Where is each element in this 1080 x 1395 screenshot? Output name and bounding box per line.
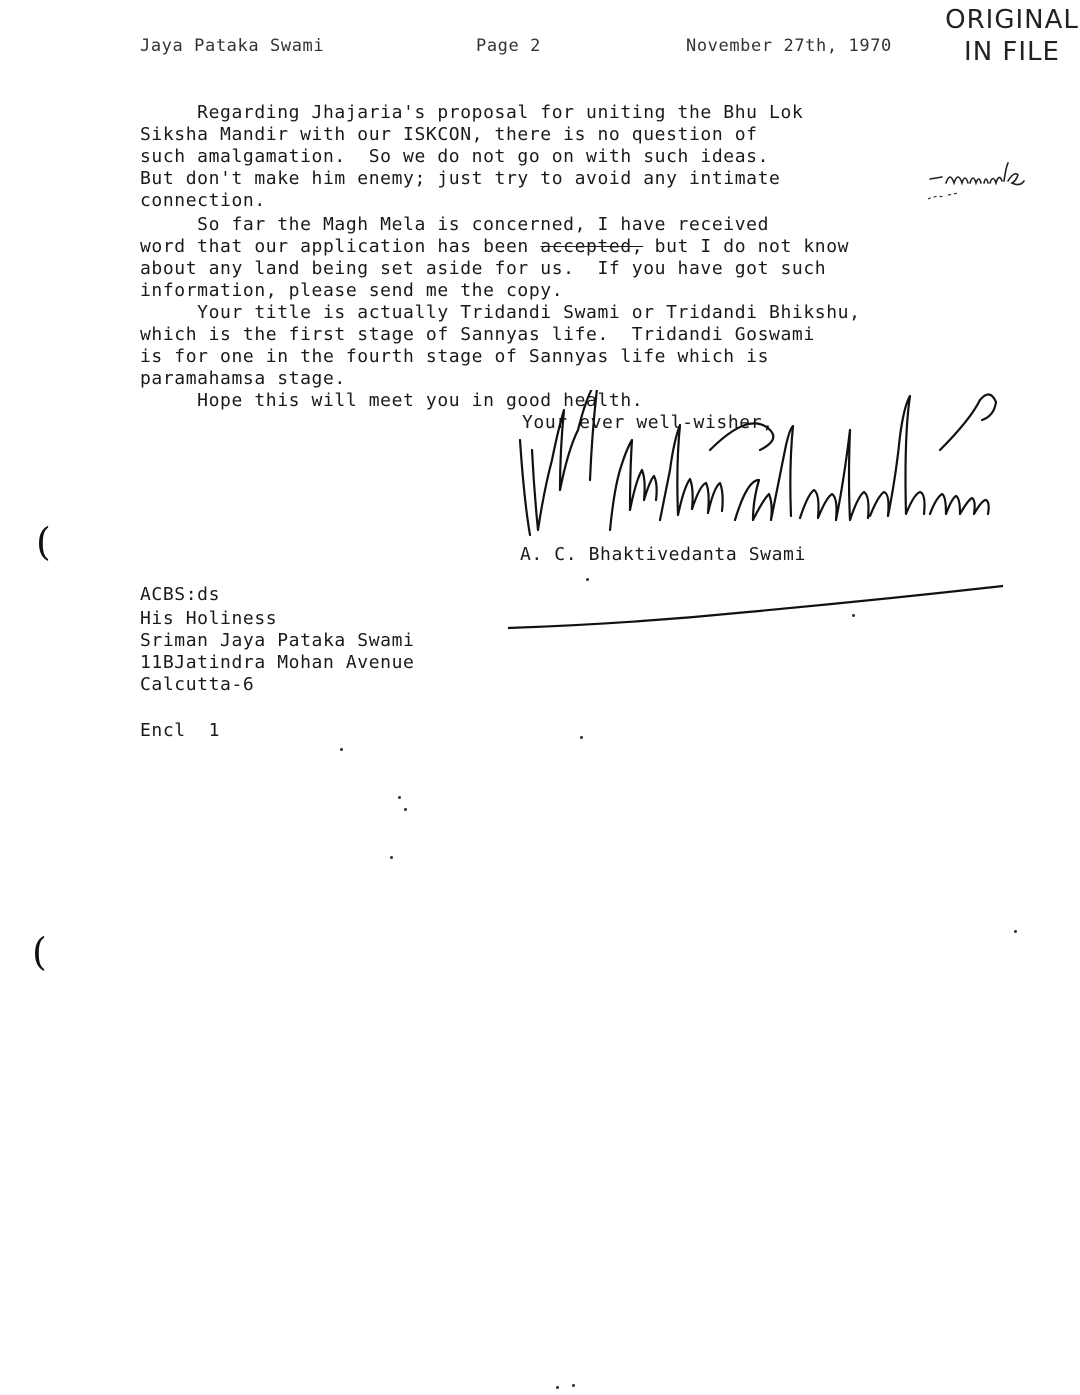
scan-speck <box>390 856 393 859</box>
body-line: is for one in the fourth stage of Sannyas life which is <box>140 346 770 367</box>
handwritten-rule <box>508 580 1003 640</box>
body-line: Hope this will meet you in good health. <box>140 390 644 411</box>
body-line-with-strike <box>140 236 849 257</box>
punch-hole-mark: ( <box>36 520 51 564</box>
header-recipient: Jaya Pataka Swami <box>140 36 325 56</box>
scan-speck <box>404 808 407 811</box>
scan-speck <box>1014 930 1017 933</box>
body-line: But don't make him enemy; just try to avoid any intimate <box>140 168 781 189</box>
handwritten-signature <box>510 390 1040 550</box>
scan-speck <box>572 1384 575 1387</box>
enclosure-note: Encl 1 <box>140 720 221 741</box>
body-line: paramahamsa stage. <box>140 368 346 389</box>
header-date: November 27th, 1970 <box>686 36 892 56</box>
header-page-number: Page 2 <box>476 36 542 56</box>
address-line: Calcutta-6 <box>140 674 255 695</box>
body-line: Siksha Mandir with our ISKCON, there is no question of <box>140 124 758 145</box>
body-line: connection. <box>140 190 266 211</box>
body-line: about any land being set aside for us. If you have got such <box>140 258 827 279</box>
body-line: Your title is actually Tridandi Swami or Tridandi Bhikshu, <box>140 302 861 323</box>
stamp-line-1: ORIGINAL <box>945 5 1079 35</box>
reference-initials: ACBS:ds <box>140 584 221 605</box>
struck-word: accepted, <box>540 236 644 257</box>
address-line: 11BJatindra Mohan Avenue <box>140 652 415 673</box>
scan-speck <box>556 1386 559 1389</box>
body-line: Regarding Jhajaria's proposal for uniting the Bhu Lok <box>140 102 804 123</box>
address-line: His Holiness <box>140 608 278 629</box>
original-in-file-stamp <box>944 4 1080 68</box>
scan-speck <box>852 614 855 617</box>
signer-name: A. C. Bhaktivedanta Swami <box>520 544 806 565</box>
body-line: such amalgamation. So we do not go on with such ideas. <box>140 146 770 167</box>
scan-speck <box>580 736 583 739</box>
stamp-line-2: IN FILE <box>964 37 1060 67</box>
scan-speck <box>398 796 401 799</box>
body-line-start: word that our application has been <box>140 236 541 257</box>
punch-hole-mark: ( <box>32 930 47 974</box>
body-line: which is the first stage of Sannyas life. Tridandi Goswami <box>140 324 815 345</box>
body-line: information, please send me the copy. <box>140 280 564 301</box>
scan-speck <box>586 578 589 581</box>
closing-salutation: Your ever well-wisher, <box>522 412 774 433</box>
handwritten-annotation <box>928 155 1038 205</box>
address-line: Sriman Jaya Pataka Swami <box>140 630 415 651</box>
scan-speck <box>340 748 343 751</box>
body-line: So far the Magh Mela is concerned, I have received <box>140 214 770 235</box>
body-line-end: but I do not know <box>643 236 850 257</box>
